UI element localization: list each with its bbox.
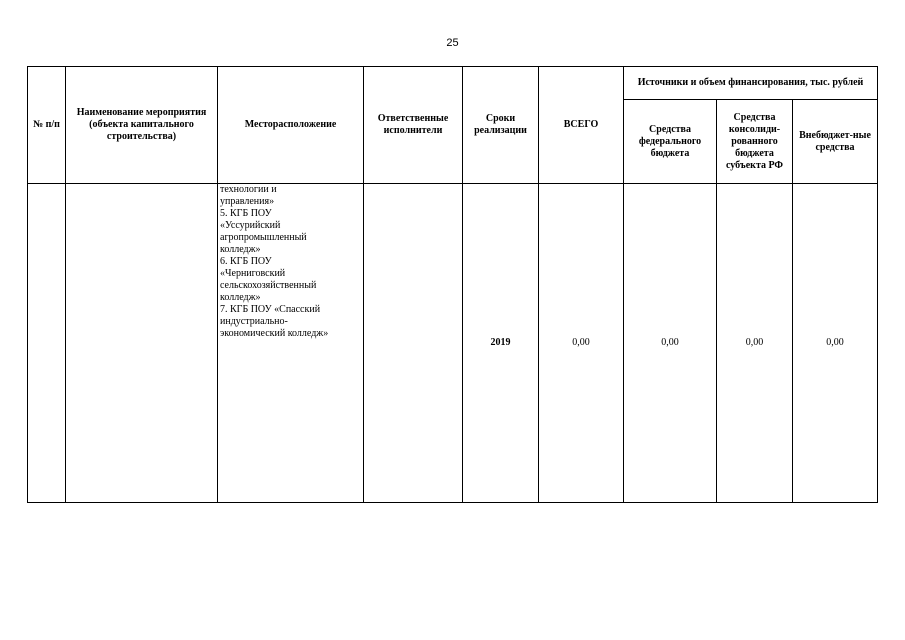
header-location: Месторасположение — [218, 67, 364, 184]
location-line: управления» — [220, 196, 275, 207]
location-line: колледж» — [220, 292, 261, 303]
location-line: сельскохозяйственный — [220, 280, 317, 291]
table-row — [28, 184, 878, 503]
location-line: экономический колледж» — [220, 328, 329, 339]
location-line: агропромышленный — [220, 232, 307, 243]
location-line: 7. КГБ ПОУ «Спасский — [220, 304, 321, 315]
header-offbudget: Внебюджет-ные средства — [793, 100, 878, 184]
header-num: № п/п — [28, 67, 66, 184]
cell-total: 0,00 — [539, 184, 624, 503]
cell-federal: 0,00 — [624, 184, 717, 503]
cell-regional: 0,00 — [717, 184, 793, 503]
cell-location — [218, 184, 364, 503]
header-name: Наименование мероприятия (объекта капитального строительства) — [66, 67, 218, 184]
location-line: 5. КГБ ПОУ — [220, 208, 272, 219]
cell-num — [28, 184, 66, 503]
location-line: «Уссурийский — [220, 220, 281, 231]
header-period: Сроки реализации — [463, 67, 539, 184]
cell-offbudget: 0,00 — [793, 184, 878, 503]
financing-table — [27, 66, 878, 503]
header-executors: Ответственные исполнители — [364, 67, 463, 184]
cell-name — [66, 184, 218, 503]
location-line: колледж» — [220, 244, 261, 255]
header-federal: Средства федерального бюджета — [624, 100, 717, 184]
location-line: 6. КГБ ПОУ — [220, 256, 272, 267]
location-line: индустриально- — [220, 316, 288, 327]
cell-executors — [364, 184, 463, 503]
header-regional: Средства консолиди-рованного бюджета субъекта РФ — [717, 100, 793, 184]
page-number: 25 — [446, 37, 459, 49]
header-total: ВСЕГО — [539, 67, 624, 184]
location-line: технологии и — [220, 184, 277, 195]
header-sources-group: Источники и объем финансирования, тыс. рублей — [624, 67, 878, 100]
location-line: «Черниговский — [220, 268, 286, 279]
cell-period: 2019 — [463, 184, 539, 503]
